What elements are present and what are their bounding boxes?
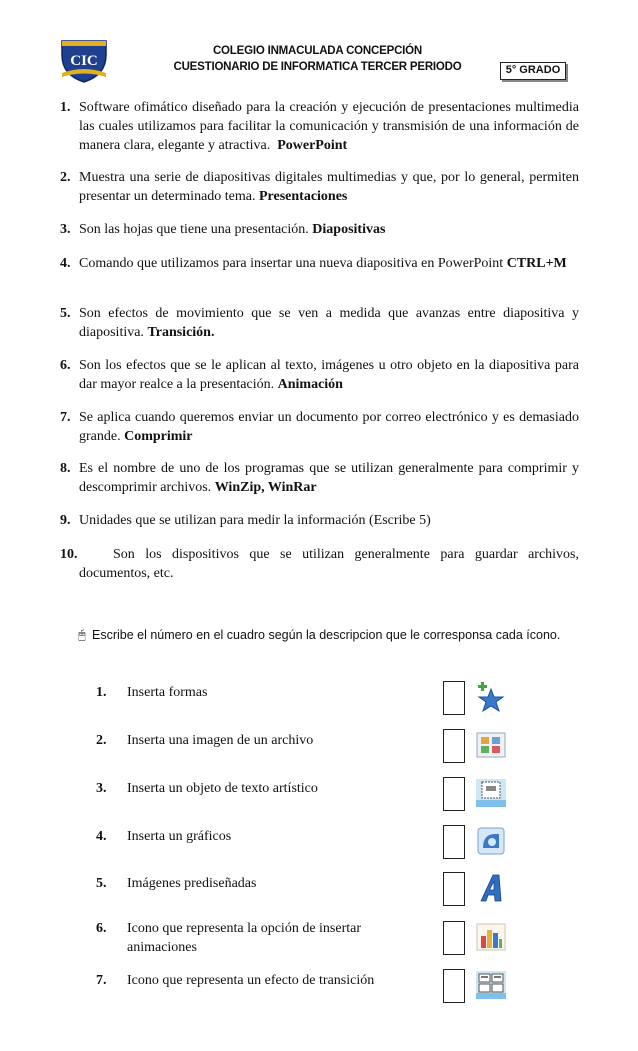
grade-badge: 5° GRADO [500,62,566,80]
item-text: Imágenes prediseñadas [127,876,257,891]
logo-text: CIC [70,53,98,69]
item-number: 6. [96,921,107,936]
question-6 [60,356,579,394]
item-number: 7. [96,973,107,988]
question-text: Son los efectos que se le aplican al texto, imágenes u otro objeto en la diapositiva para dar mayor realce a la presentación. [79,358,579,392]
question-number: 6. [60,358,71,373]
question-9 [60,511,579,530]
chart-icon [473,920,509,954]
question-number: 5. [60,306,71,321]
question-number: 9. [60,513,71,528]
match-item-2 [96,731,416,750]
question-answer: Presentaciones [258,189,348,204]
item-number: 1. [96,685,107,700]
instruction [78,624,578,646]
question-number: 8. [60,461,71,476]
picture-icon [473,728,509,762]
question-answer: WinZip, WinRar [214,480,317,495]
item-number: 3. [96,781,107,796]
question-text: Son efectos de movimiento que se ven a medida que avanzas entre diapositiva y diapositiva. [79,306,579,340]
question-answer: PowerPoint [277,138,348,153]
item-number: 5. [96,876,107,891]
question-text: Software ofimático diseñado para la creación y ejecución de presentaciones multimedia las cuales utilizamos para facilitar la comunicación y transmisión de una información de manera clara, elegante y atractiva. [79,100,579,153]
question-1 [60,98,579,155]
item-text: Inserta un objeto de texto artístico [127,781,318,796]
match-item-3 [96,779,416,798]
mouse-pointer-icon: 🖰 [78,627,86,642]
match-item-7 [96,971,416,990]
question-2 [60,168,579,206]
answer-box-6[interactable] [443,921,465,955]
question-4 [60,254,579,273]
answer-box-2[interactable] [443,729,465,763]
question-text: Es el nombre de uno de los programas que se utilizan generalmente para comprimir y descomprimir archivos. [79,461,579,495]
item-text: Icono que representa la opción de insertar animaciones [127,921,362,955]
item-text: Icono que representa un efecto de transición [127,973,375,988]
answer-box-1[interactable] [443,681,465,715]
question-number: 2. [60,170,71,185]
question-answer: Transición. [147,325,215,340]
school-name: COLEGIO INMACULADA CONCEPCIÓN [212,45,423,57]
question-8 [60,459,579,497]
question-number: 1. [60,100,71,115]
match-item-5 [96,874,416,893]
transition-icon [473,968,509,1002]
question-answer: CTRL+M [506,256,567,271]
question-text: Muestra una serie de diapositivas digitales multimedias y que, por lo general, permiten presentar un determinado tema. [79,170,579,204]
instruction-text: Escribe el número en el cuadro según la descripcion que le corresponsa cada ícono. [92,628,561,642]
question-3 [60,220,579,239]
question-text: Son los dispositivos que se utilizan generalmente para guardar archivos, documentos, etc. [79,547,579,581]
document-title: CUESTIONARIO DE INFORMATICA TERCER PERIODO [173,61,462,73]
item-text: Inserta formas [127,685,208,700]
question-text: Unidades que se utilizan para medir la información (Escribe 5) [79,513,431,528]
answer-box-4[interactable] [443,825,465,859]
clipart-icon [473,824,509,858]
item-number: 4. [96,829,107,844]
answer-box-5[interactable] [443,872,465,906]
question-7 [60,408,579,446]
answer-box-3[interactable] [443,777,465,811]
item-text: Inserta un gráficos [127,829,232,844]
item-number: 2. [96,733,107,748]
match-item-1 [96,683,416,702]
question-text: Son las hojas que tiene una presentación. [79,222,309,237]
slide-layout-icon [473,776,509,810]
question-10 [60,545,579,583]
item-text: Inserta una imagen de un archivo [127,733,314,748]
question-number: 3. [60,222,71,237]
match-item-4 [96,827,416,846]
question-5 [60,304,579,342]
question-number: 7. [60,410,71,425]
wordart-icon [473,871,509,905]
question-answer: Comprimir [124,429,193,444]
question-text: Se aplica cuando queremos enviar un documento por correo electrónico y es demasiado grande. [79,410,579,444]
question-number: 4. [60,256,71,271]
question-text: Comando que utilizamos para insertar una nueva diapositiva en PowerPoint [79,256,504,271]
shapes-icon [473,680,509,714]
question-answer: Animación [277,377,343,392]
school-logo [59,37,109,83]
match-item-6 [96,919,416,957]
answer-box-7[interactable] [443,969,465,1003]
question-answer: Diapositivas [312,222,386,237]
question-number: 10. [60,547,78,562]
